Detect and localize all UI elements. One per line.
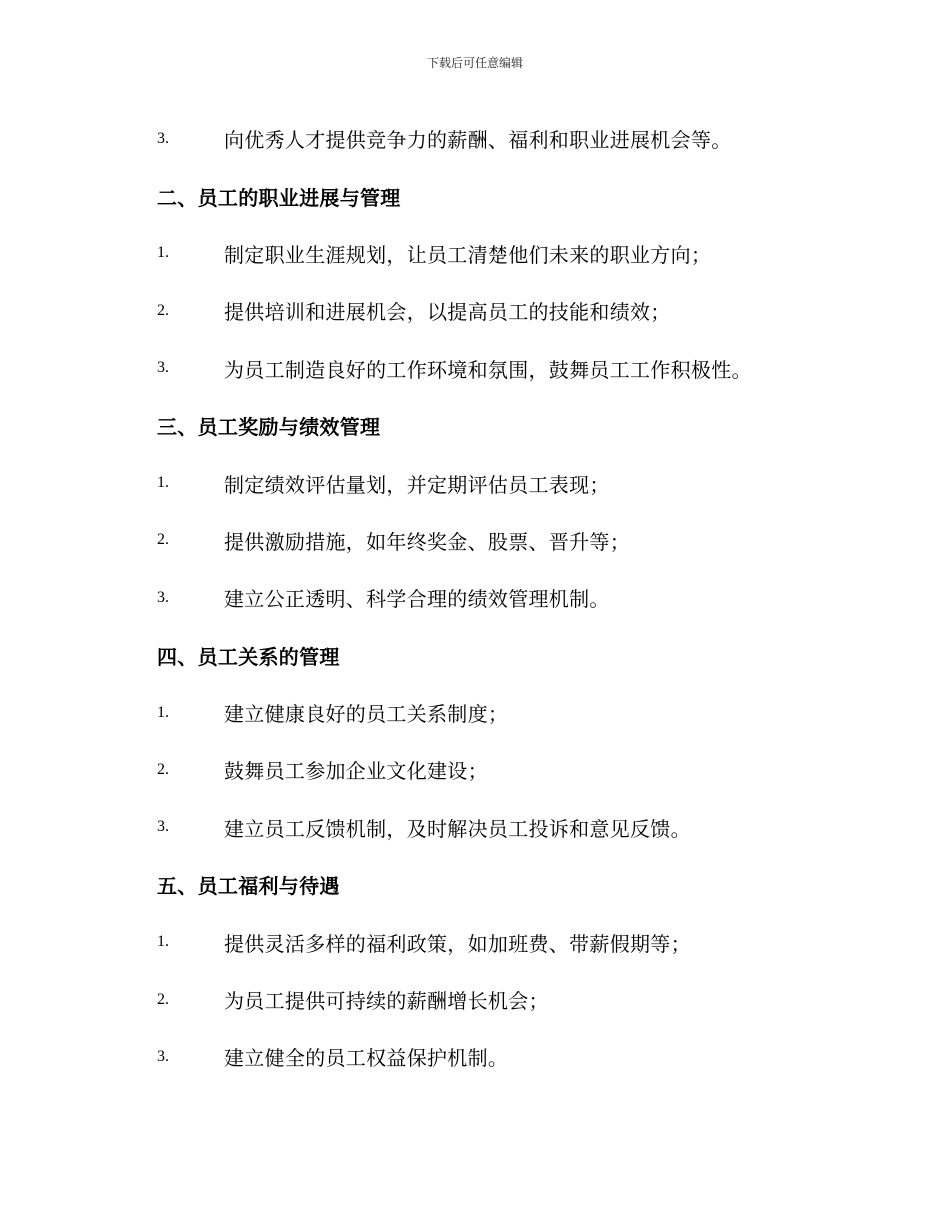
list-item — [157, 684, 857, 741]
list-number: 1. — [157, 474, 169, 492]
list-item-text: 建立公正透明、科学合理的绩效管理机制。 — [224, 587, 610, 612]
list-number: 2. — [157, 531, 169, 549]
list-item-text: 建立员工反馈机制，及时解决员工投诉和意见反馈。 — [224, 816, 691, 841]
list-item-text: 建立健康良好的员工关系制度； — [224, 702, 509, 727]
list-item-text: 提供激励措施，如年终奖金、股票、晋升等； — [224, 529, 630, 554]
section-heading-text: 三、员工奖励与绩效管理 — [157, 415, 381, 440]
list-number: 3. — [157, 359, 169, 377]
list-item-text: 建立健全的员工权益保护机制。 — [224, 1046, 509, 1071]
section-heading-text: 四、员工关系的管理 — [157, 644, 340, 669]
list-item — [157, 913, 857, 970]
section-heading — [157, 627, 857, 684]
section-heading — [157, 397, 857, 454]
list-number: 1. — [157, 244, 169, 262]
list-item-text: 制定职业生涯规划，让员工清楚他们未来的职业方向； — [224, 242, 712, 267]
section-heading-text: 二、员工的职业进展与管理 — [157, 185, 401, 210]
section-heading-text: 五、员工福利与待遇 — [157, 874, 340, 899]
list-item-text: 为员工提供可持续的薪酬增长机会； — [224, 989, 549, 1014]
list-number: 2. — [157, 301, 169, 319]
list-item-text: 向优秀人才提供竞争力的薪酬、福利和职业进展机会等。 — [224, 128, 732, 153]
list-item — [157, 454, 857, 511]
list-item — [157, 971, 857, 1028]
list-number: 3. — [157, 588, 169, 606]
list-number: 1. — [157, 703, 169, 721]
list-item — [157, 282, 857, 339]
list-item-text: 为员工制造良好的工作环境和氛围，鼓舞员工工作积极性。 — [224, 357, 752, 382]
document-body — [157, 110, 857, 1086]
list-number: 1. — [157, 933, 169, 951]
section-heading — [157, 856, 857, 913]
list-item-text: 鼓舞员工参加企业文化建设； — [224, 759, 488, 784]
list-item — [157, 512, 857, 569]
list-item-text: 提供培训和进展机会，以提高员工的技能和绩效； — [224, 300, 671, 325]
list-item — [157, 225, 857, 282]
list-number: 2. — [157, 990, 169, 1008]
list-item-text: 制定绩效评估量划，并定期评估员工表现； — [224, 472, 610, 497]
list-item-text: 提供灵活多样的福利政策，如加班费、带薪假期等； — [224, 931, 691, 956]
list-item — [157, 110, 857, 167]
section-heading — [157, 167, 857, 224]
list-item — [157, 1028, 857, 1085]
list-item — [157, 569, 857, 626]
list-item — [157, 741, 857, 798]
list-number: 3. — [157, 1047, 169, 1065]
page-header: 下载后可任意编辑 — [426, 56, 523, 70]
list-item — [157, 340, 857, 397]
list-number: 2. — [157, 760, 169, 778]
list-number: 3. — [157, 818, 169, 836]
list-item — [157, 799, 857, 856]
list-number: 3. — [157, 129, 169, 147]
